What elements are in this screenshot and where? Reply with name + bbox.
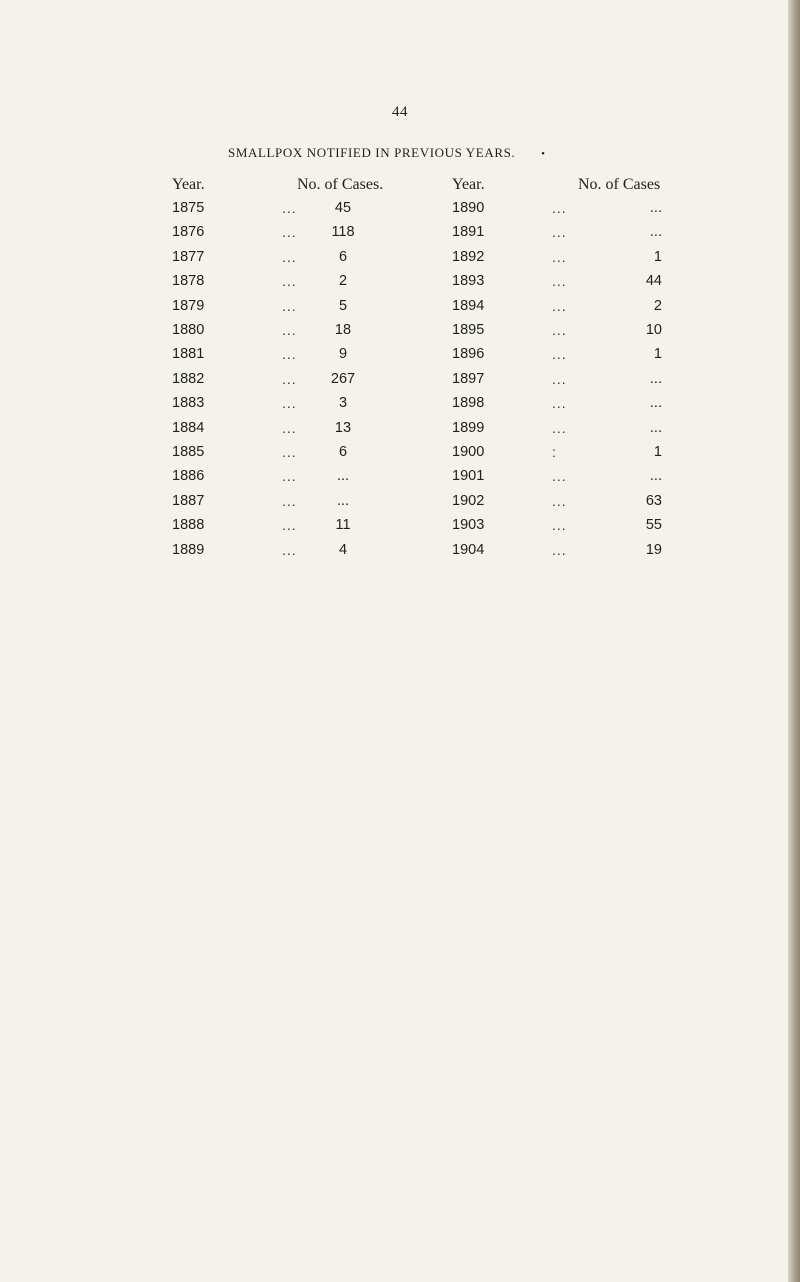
table-row bbox=[0, 542, 800, 566]
table-row bbox=[0, 517, 800, 541]
leader-dots-left: ... bbox=[282, 273, 297, 290]
title-mark: • bbox=[541, 148, 546, 160]
leader-dots-right: ... bbox=[552, 541, 567, 558]
year-right-cell: 1891 bbox=[452, 224, 485, 241]
year-left-cell: 1875 bbox=[172, 200, 205, 216]
cases-right-cell: 1 bbox=[653, 444, 662, 460]
cases-left-cell: 45 bbox=[334, 200, 352, 216]
table-row bbox=[0, 395, 800, 419]
cases-left-cell: 118 bbox=[331, 224, 355, 241]
year-left-cell: 1882 bbox=[172, 370, 205, 387]
table-row bbox=[0, 468, 800, 492]
leader-dots-left: ... bbox=[282, 492, 297, 509]
table-row bbox=[0, 273, 800, 297]
year-right-cell: 1899 bbox=[452, 419, 485, 436]
leader-dots-left: ... bbox=[282, 541, 297, 558]
leader-dots-right: ... bbox=[552, 248, 567, 265]
leader-dots-right: ... bbox=[552, 200, 567, 216]
cases-right-cell: 55 bbox=[645, 517, 662, 534]
table-row bbox=[0, 322, 800, 346]
leader-dots-right: ... bbox=[552, 322, 567, 338]
leader-dots-left: ... bbox=[282, 395, 297, 412]
year-left-cell: 1883 bbox=[172, 395, 205, 412]
header-cases-left: No. of Cases. bbox=[297, 176, 384, 193]
leader-dots-right: ... bbox=[552, 273, 567, 290]
year-left-cell: 1881 bbox=[172, 346, 205, 363]
leader-dots-right: ... bbox=[552, 419, 567, 436]
table-row bbox=[0, 249, 800, 273]
leader-dots-right: ... bbox=[552, 346, 567, 363]
leader-dots-right: ... bbox=[552, 492, 567, 509]
table-row bbox=[0, 371, 800, 395]
year-right-cell: 1901 bbox=[452, 468, 485, 485]
cases-left-cell: 267 bbox=[330, 370, 356, 387]
year-left-cell: 1884 bbox=[172, 419, 205, 436]
leader-dots-right: ... bbox=[552, 370, 567, 387]
table-row bbox=[0, 420, 800, 444]
year-right-cell: 1896 bbox=[452, 346, 485, 363]
cases-right-cell: ... bbox=[649, 395, 662, 412]
leader-dots-right: ... bbox=[552, 517, 567, 534]
cases-left-cell: 2 bbox=[338, 273, 348, 290]
page-number: 44 bbox=[392, 104, 408, 120]
leader-dots-right: : bbox=[552, 444, 557, 460]
cases-right-cell: 1 bbox=[653, 248, 662, 265]
cases-right-cell: 44 bbox=[645, 273, 662, 290]
cases-left-cell: 4 bbox=[338, 541, 348, 558]
leader-dots-left: ... bbox=[282, 419, 297, 436]
leader-dots-left: ... bbox=[282, 468, 297, 485]
leader-dots-left: ... bbox=[282, 224, 297, 241]
year-right-cell: 1890 bbox=[452, 200, 485, 216]
cases-right-cell: ... bbox=[649, 224, 662, 241]
year-left-cell: 1887 bbox=[172, 492, 205, 509]
year-left-cell: 1888 bbox=[172, 517, 205, 534]
cases-left-cell: ... bbox=[336, 468, 350, 485]
year-left-cell: 1880 bbox=[172, 322, 205, 338]
cases-right-cell: 10 bbox=[645, 322, 662, 338]
year-left-cell: 1886 bbox=[172, 468, 205, 485]
cases-right-cell: ... bbox=[649, 370, 662, 387]
cases-left-cell: 6 bbox=[338, 444, 348, 460]
year-right-cell: 1894 bbox=[452, 297, 485, 314]
year-left-cell: 1876 bbox=[172, 224, 205, 241]
cases-right-cell: ... bbox=[649, 468, 662, 485]
table-title bbox=[228, 145, 546, 161]
leader-dots-left: ... bbox=[282, 297, 297, 314]
year-right-cell: 1904 bbox=[452, 541, 485, 558]
cases-left-cell: 9 bbox=[338, 346, 348, 363]
cases-left-cell: 18 bbox=[334, 322, 352, 338]
header-year-left: Year. bbox=[172, 176, 205, 193]
year-left-cell: 1878 bbox=[172, 273, 205, 290]
year-right-cell: 1902 bbox=[452, 492, 485, 509]
cases-left-cell: 6 bbox=[338, 248, 348, 265]
leader-dots-right: ... bbox=[552, 395, 567, 412]
leader-dots-right: ... bbox=[552, 224, 567, 241]
cases-right-cell: 2 bbox=[653, 297, 662, 314]
leader-dots-right: ... bbox=[552, 468, 567, 485]
cases-left-cell: 11 bbox=[335, 517, 351, 534]
year-right-cell: 1903 bbox=[452, 517, 485, 534]
leader-dots-left: ... bbox=[282, 200, 297, 216]
cases-left-cell: 5 bbox=[338, 297, 348, 314]
table-row bbox=[0, 224, 800, 248]
year-left-cell: 1877 bbox=[172, 248, 205, 265]
year-right-cell: 1893 bbox=[452, 273, 485, 290]
page-edge-shadow bbox=[788, 0, 800, 1282]
header-cases-right: No. of Cases bbox=[578, 176, 661, 193]
year-right-cell: 1897 bbox=[452, 370, 485, 387]
year-left-cell: 1879 bbox=[172, 297, 205, 314]
table-row bbox=[0, 298, 800, 322]
table-row bbox=[0, 346, 800, 370]
header-year-right: Year. bbox=[452, 176, 485, 193]
cases-right-cell: ... bbox=[649, 419, 662, 436]
leader-dots-left: ... bbox=[282, 370, 297, 387]
year-right-cell: 1900 bbox=[452, 444, 485, 460]
cases-left-cell: 3 bbox=[338, 395, 348, 412]
cases-right-cell: 63 bbox=[645, 492, 662, 509]
leader-dots-left: ... bbox=[282, 346, 297, 363]
table-row bbox=[0, 200, 800, 224]
leader-dots-right: ... bbox=[552, 297, 567, 314]
cases-right-cell: ... bbox=[649, 200, 662, 216]
year-right-cell: 1892 bbox=[452, 248, 485, 265]
year-left-cell: 1885 bbox=[172, 444, 205, 460]
year-right-cell: 1895 bbox=[452, 322, 485, 338]
table-row bbox=[0, 444, 800, 468]
cases-left-cell: 13 bbox=[334, 419, 352, 436]
cases-left-cell: ... bbox=[336, 492, 350, 509]
leader-dots-left: ... bbox=[282, 322, 297, 338]
table-title-text: SMALLPOX NOTIFIED IN PREVIOUS YEARS. bbox=[228, 145, 516, 160]
year-left-cell: 1889 bbox=[172, 541, 205, 558]
table-row bbox=[0, 493, 800, 517]
leader-dots-left: ... bbox=[282, 444, 297, 460]
year-right-cell: 1898 bbox=[452, 395, 485, 412]
leader-dots-left: ... bbox=[282, 517, 297, 534]
cases-right-cell: 19 bbox=[645, 541, 662, 558]
cases-right-cell: 1 bbox=[653, 346, 662, 363]
leader-dots-left: ... bbox=[282, 248, 297, 265]
